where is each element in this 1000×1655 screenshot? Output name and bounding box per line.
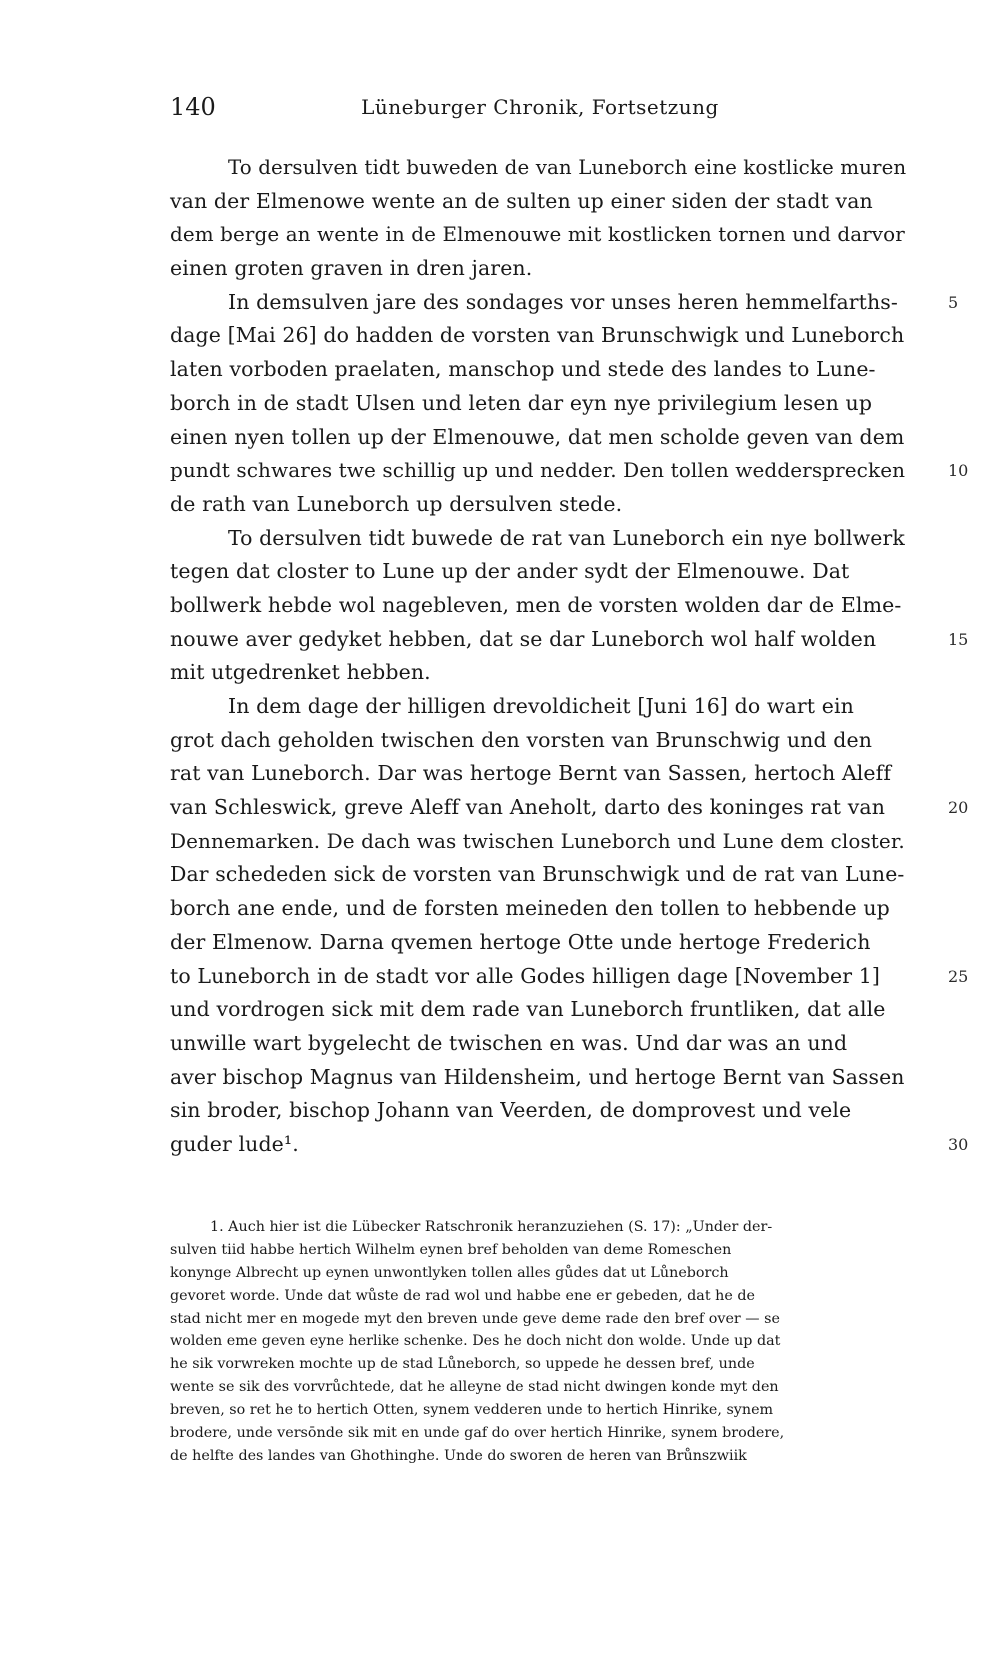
text-line-content: Dennemarken. De dach was twischen Luneborch und Lune dem closter.: [170, 828, 905, 853]
text-line-content: de rath van Luneborch up dersulven stede.: [170, 491, 623, 516]
text-line: [170, 185, 940, 219]
footnote-line: [170, 1308, 940, 1331]
footnote-line: [170, 1445, 940, 1468]
footnote-line-content: wente se sik des vorvrůchtede, dat he alleyne de stad nicht dwingen konde myt den: [170, 1379, 779, 1396]
text-line: [170, 724, 940, 758]
footnote: [170, 1216, 940, 1468]
text-line-content: To dersulven tidt buwede de rat van Luneborch ein nye bollwerk: [228, 525, 905, 550]
text-line-content: rat van Luneborch. Dar was hertoge Bernt van Sassen, hertoch Aleff: [170, 761, 892, 786]
text-line: [170, 825, 940, 859]
line-number: 15: [948, 629, 969, 649]
page-header: [170, 90, 910, 124]
footnote-line-content: konynge Albrecht up eynen unwontlyken tollen alles gůdes dat ut Lůneborch: [170, 1264, 729, 1281]
line-number: 20: [948, 798, 969, 818]
text-line: [170, 1128, 969, 1162]
text-line: [170, 387, 940, 421]
text-line-content: dage [Mai 26] do hadden de vorsten van Brunschwigk und Luneborch: [170, 323, 905, 348]
footnote-line: [170, 1422, 940, 1445]
text-line: [170, 353, 940, 387]
text-line: [170, 454, 969, 488]
text-line-content: unwille wart bygelecht de twischen en was. Und dar was an und: [170, 1030, 848, 1055]
text-line: [170, 555, 940, 589]
footnote-line-content: wolden eme geven eyne herlike schenke. Des he doch nicht don wolde. Unde up dat: [170, 1333, 781, 1350]
text-line-content: In demsulven jare des sondages vor unses heren hemmelfarths-: [228, 289, 898, 314]
line-number: 5: [948, 292, 959, 312]
text-line: [170, 488, 940, 522]
text-line: [170, 286, 959, 320]
text-line: [170, 993, 940, 1027]
text-line-content: nouwe aver gedyket hebben, dat se dar Luneborch wol half wolden: [170, 626, 877, 651]
text-line: [170, 1094, 940, 1128]
text-line-content: tegen dat closter to Lune up der ander sydt der Elmenouwe. Dat: [170, 559, 850, 584]
footnote-line-content: sulven tiid habbe hertich Wilhelm eynen bref beholden van deme Romeschen: [170, 1241, 732, 1258]
text-line-content: van Schleswick, greve Aleff van Aneholt, darto des koninges rat van: [170, 795, 886, 820]
footnote-line-content: gevoret worde. Unde dat wůste de rad wol und habbe ene er gebeden, dat he de: [170, 1287, 755, 1304]
text-line-content: pundt schwares twe schillig up und nedder. Den tollen weddersprecken: [170, 458, 906, 483]
page-number: 140: [170, 93, 216, 121]
text-line-content: aver bischop Magnus van Hildensheim, und hertoge Bernt van Sassen: [170, 1064, 905, 1089]
text-line-content: sin broder, bischop Johann van Veerden, de domprovest und vele: [170, 1098, 852, 1123]
text-line: [170, 623, 969, 657]
footnote-line: [170, 1285, 940, 1308]
footnote-line-content: de helfte des landes van Ghothinghe. Unde do sworen de heren van Brůnszwiik: [170, 1447, 747, 1464]
text-line: [170, 656, 940, 690]
text-line: [170, 1027, 940, 1061]
line-number: 10: [948, 461, 969, 481]
text-line: [170, 252, 940, 286]
footnote-line: [170, 1262, 940, 1285]
footnote-line-content: brodere, unde versōnde sik mit en unde gaf do over hertich Hinrike, synem brodere,: [170, 1425, 785, 1442]
footnote-line-content: he sik vorwreken mochte up de stad Lůneborch, so uppede he dessen bref, unde: [170, 1356, 755, 1373]
text-line: [170, 1061, 940, 1095]
text-line: [170, 757, 940, 791]
text-line-content: dem berge an wente in de Elmenouwe mit kostlicken tornen und darvor: [170, 223, 905, 247]
text-line-content: borch in de stadt Ulsen und leten dar eyn nye privilegium lesen up: [170, 390, 873, 415]
text-line-content: einen nyen tollen up der Elmenouwe, dat men scholde geven van dem: [170, 424, 905, 449]
text-line: [170, 421, 940, 455]
footnote-line: [170, 1330, 940, 1353]
footnote-line: [170, 1399, 940, 1422]
text-line-content: In dem dage der hilligen drevoldicheit [Juni 16] do wart ein: [228, 694, 854, 718]
footnote-line: [170, 1376, 940, 1399]
text-line: [170, 522, 940, 556]
running-head: Lüneburger Chronik, Fortsetzung: [361, 95, 719, 119]
text-line: [170, 892, 940, 926]
text-line-content: van der Elmenowe wente an de sulten up einer siden der stadt van: [170, 188, 873, 213]
footnote-line: [170, 1216, 940, 1239]
text-line: [170, 858, 940, 892]
text-line-content: und vordrogen sick mit dem rade van Luneborch fruntliken, dat alle: [170, 997, 886, 1022]
text-line-content: grot dach geholden twischen den vorsten van Brunschwig und den: [170, 727, 873, 752]
footnote-line-content: stad nicht mer en mogede myt den breven unde geve deme rade den bref over — se: [170, 1310, 780, 1327]
text-line: [170, 960, 969, 994]
line-number: 25: [948, 966, 969, 986]
text-line: [170, 589, 940, 623]
text-line: [170, 319, 940, 353]
text-line-content: bollwerk hebde wol nagebleven, men de vorsten wolden dar de Elme-: [170, 592, 902, 617]
text-line: [170, 690, 940, 724]
footnote-line: [170, 1353, 940, 1376]
footnote-line-content: breven, so ret he to hertich Otten, synem vedderen unde to hertich Hinrike, synem: [170, 1402, 774, 1419]
footnote-line: [170, 1239, 940, 1262]
chronicle-text: [170, 151, 969, 1162]
footnote-line-content: 1. Auch hier ist die Lübecker Ratschronik heranzuziehen (S. 17): „Under der-: [210, 1219, 773, 1235]
text-line-content: guder lude¹.: [170, 1131, 299, 1156]
text-line: [170, 926, 940, 960]
line-number: 30: [948, 1134, 969, 1154]
text-line-content: borch ane ende, und de forsten meineden den tollen to hebbende up: [170, 896, 890, 921]
text-line-content: Dar schededen sick de vorsten van Brunschwigk und de rat van Lune-: [170, 862, 905, 887]
text-line-content: laten vorboden praelaten, manschop und stede des landes to Lune-: [170, 357, 876, 382]
text-line-content: to Luneborch in de stadt vor alle Godes hilligen dage [November 1]: [170, 963, 881, 988]
text-line-content: To dersulven tidt buweden de van Luneborch eine kostlicke muren: [228, 156, 907, 179]
text-line-content: mit utgedrenket hebben.: [170, 660, 431, 685]
text-line: [170, 218, 940, 252]
text-line: [170, 791, 969, 825]
text-line: [170, 151, 940, 185]
text-line-content: einen groten graven in dren jaren.: [170, 256, 533, 281]
text-line-content: der Elmenow. Darna qvemen hertoge Otte unde hertoge Frederich: [170, 929, 871, 954]
